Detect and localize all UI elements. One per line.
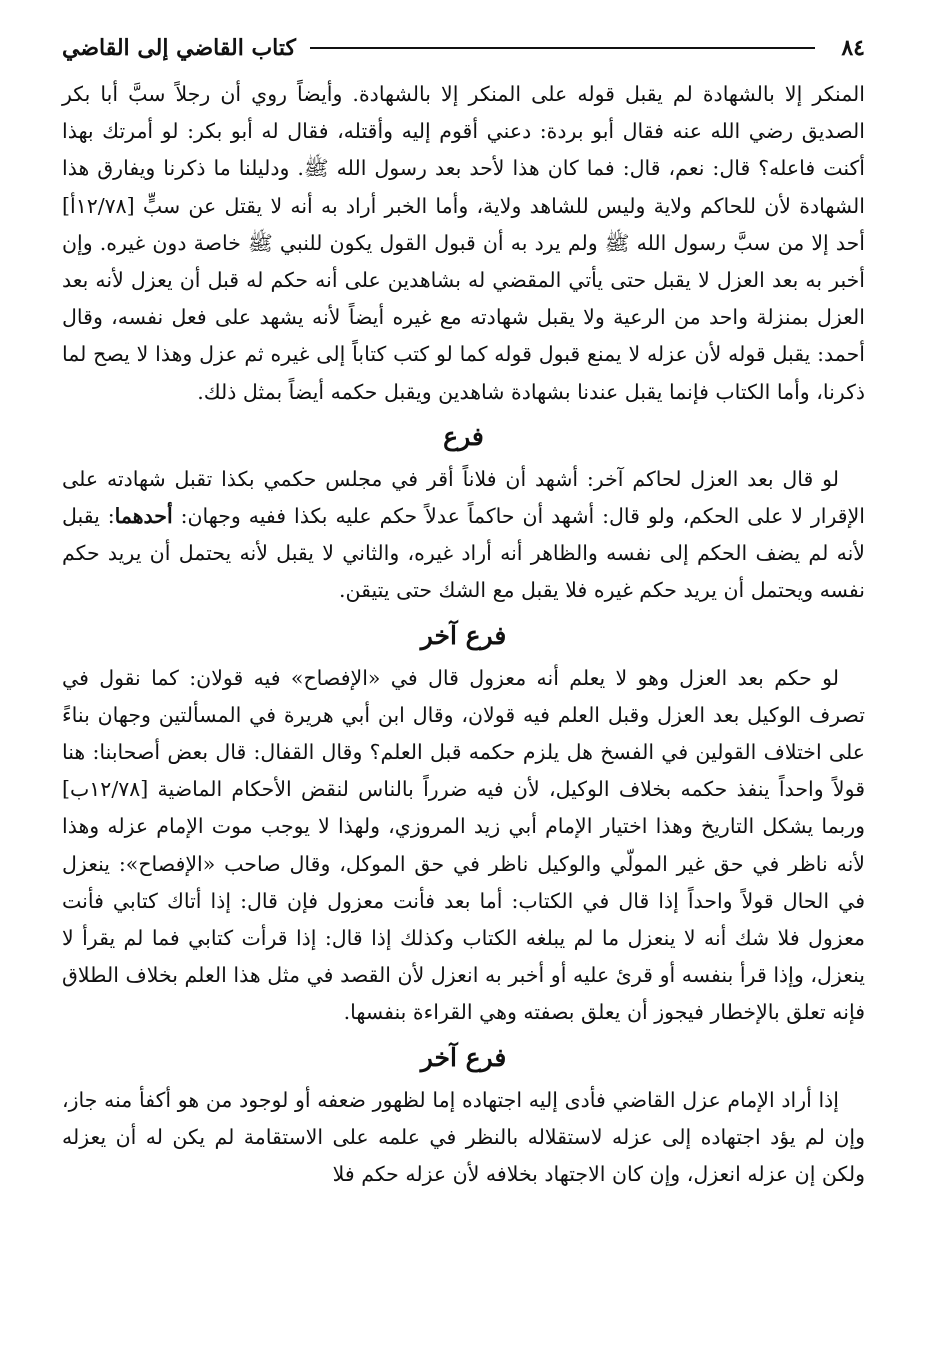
page-number: ٨٤ xyxy=(841,35,865,61)
page-body xyxy=(62,76,865,1193)
section-heading-3: فرع آخر xyxy=(420,1042,507,1072)
header-rule xyxy=(310,47,815,49)
section-heading-1: فرع xyxy=(443,421,484,451)
paragraph-1-term: أحدهما xyxy=(114,504,173,529)
paragraph-2: لو حكم بعد العزل وهو لا يعلم أنه معزول قال في «الإفصاح» فيه قولان: كما نقول في تصرف الوكيل بعد العزل وقبل العلم فيه قولان، وقال ابن أبي هريرة في المسألتين وجهان بناءً على اختلاف القولين في الفسخ هل يلزم حكمه قبل العلم؟ وقال القفال: قال بعض أصحابنا: هنا قولاً واحداً ينفذ حكمه بخلاف الوكيل، لأن فيه ضرراً بالناس لنقض الأحكام الماضية [١٢/٧٨ب] وربما يشكل التاريخ وهذا اختيار الإمام أبي زيد المروزي، ولهذا لا يوجب موت الإمام عزله وهذا لأنه ناظر في حق غير المولّي والوكيل ناظر في حق الموكل، وقال صاحب «الإفصاح»: ينعزل في الحال قولاً واحداً إذا قال في الكتاب: أما بعد فأنت معزول فإن قال: إذا أتاك كتابي فأنت معزول فلا شك أنه لا ينعزل ما لم يبلغه الكتاب وكذلك إذا قال: إذا قرأت كتابي فما لم يقرأ لا ينعزل، وإذا قرأ بنفسه أو قرئ عليه أو أخبر به انعزل لأن القصد في مثل هذا العلم بخلاف الطلاق فإنه تعلق بالإخطار فيجوز أن يعلق بصفته وهي القراءة بنفسها. xyxy=(62,665,865,1025)
running-title: كتاب القاضي إلى القاضي xyxy=(62,35,296,61)
paragraph-3: إذا أراد الإمام عزل القاضي فأدى إليه اجتهاده إما لظهور ضعفه أو لوجود من هو أكفأ منه جاز، وإن لم يؤد اجتهاده إلى عزله لاستقلاله بالنظر في علمه على الاستقامة لم يكن له أن يعزله ولكن إن عزله انعزل، وإن كان الاجتهاد بخلافه لأن عزله حكم فلا xyxy=(62,1087,865,1187)
intro-paragraph: المنكر إلا بالشهادة لم يقبل قوله على المنكر إلا بالشهادة. وأيضاً روي أن رجلاً سبَّ أبا بكر الصديق رضي الله عنه فقال أبو بردة: دعني أقوم إليه وأقتله، فقال له أبو بكر: لو أمرتك بهذا أكنت فاعله؟ قال: نعم، قال: فما كان هذا لأحد بعد رسول الله ﷺ. ودليلنا ما ذكرنا ويفارق هذا الشهادة لأن للحاكم ولاية وليس للشاهد ولاية، وأما الخبر أراد به أنه لا يقتل عن سبٍّ [١٢/٧٨أ] أحد إلا من سبَّ رسول الله ﷺ ولم يرد به أن قبول القول يكون للنبي ﷺ خاصة دون غيره. وإن أخبر به بعد العزل لا يقبل حتى يأتي المقضي له بشاهدين على أنه حكم له قبل أن يعزل لأنه بعد العزل بمنزلة واحد من الرعية ولا يقبل شهادته مع غيره أيضاً لأنه يشهد على فعل نفسه، وقال أحمد: يقبل قوله لأن عزله لا يمنع قبول قوله كما لو كتب كتاباً إلى غيره ثم عزل وهذا لا يصح لما ذكرنا، وأما الكتاب فإنما يقبل عندنا بشهادة شاهدين ويقبل حكمه أيضاً بمثل ذلك. xyxy=(62,82,865,404)
paragraph-1-start: لو قال بعد العزل لحاكم آخر: أشهد أن فلاناً أقر في مجلس حكمي بكذا تقبل شهادته على الإقرار لا على الحكم، ولو قال: أشهد أن حاكماً عدلاً حكم عليه بكذا ففيه وجهان: xyxy=(62,466,865,529)
page-header xyxy=(62,28,865,68)
section-heading-2: فرع آخر xyxy=(420,620,507,650)
paragraph-1 xyxy=(62,461,865,610)
paragraph-1-end: : يقبل لأنه لم يضف الحكم إلى نفسه والظاهر أنه أراد غيره، والثاني لا يقبل لأنه يحتمل أن يريد حكم نفسه ويحتمل أن يريد حكم غيره فلا يقبل مع الشك حتى يتيقن. xyxy=(62,504,865,603)
